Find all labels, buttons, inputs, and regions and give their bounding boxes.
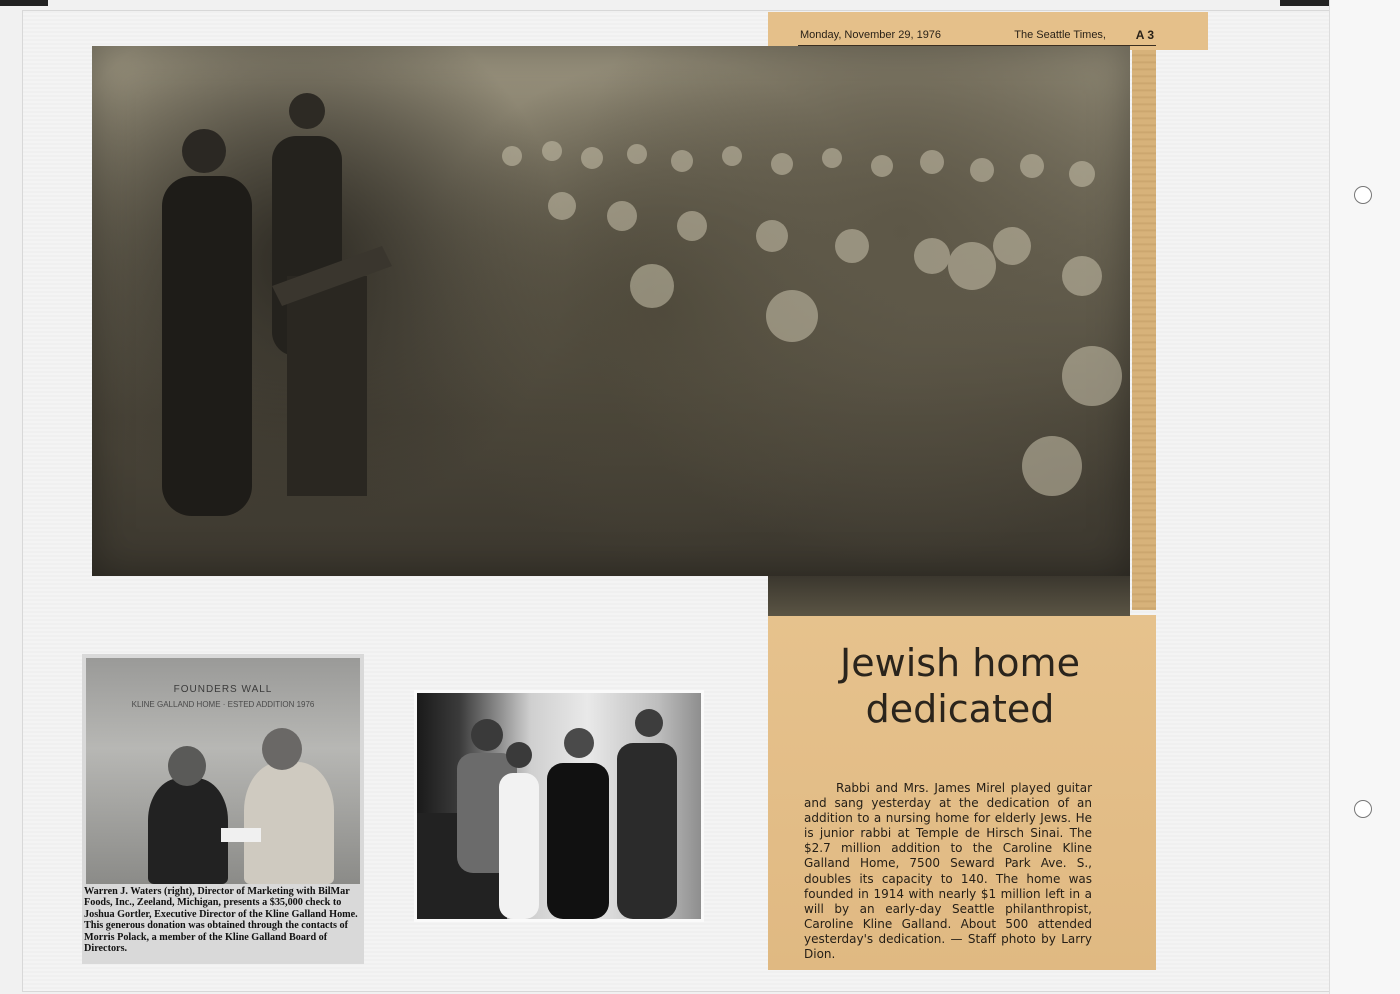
person-right-head (262, 728, 302, 770)
page-number: A 3 (1135, 28, 1154, 42)
headline-line-1: Jewish home (840, 641, 1080, 685)
check-presentation-clipping (82, 654, 364, 964)
check-caption: Warren J. Waters (right), Director of Marketing with BilMar Foods, Inc., Zeeland, Michigan, presents a $35,000 check to Joshua Gortler, Executive Director of the Kline Galland Home. This generous donation was obtained through the contacts of Morris Polack, a member of the Kline Galland Board of Directors. (84, 886, 358, 955)
paper-name: The Seattle Times, (1014, 29, 1106, 41)
crowd-photo-illustration (92, 46, 1130, 576)
story-text: Rabbi and Mrs. James Mirel played guitar and sang yesterday at the dedication of an addition to a nursing home for elderly Jews. He is junior rabbi at Temple de Hirsch Sinai. The $2.7 million addition to the Caroline Kline Galland Home, 7500 Seward Park Ave. S., doubles its capacity to 140. The home was founded in 1914 with nearly $1 million left in a will by an early-day Seattle philanthropist, Caroline Kline Galland. About 500 attended yesterday's dedication. — Staff photo by Larry Dion. (804, 781, 1092, 962)
founders-wall-title: FOUNDERS WALL (173, 684, 273, 695)
scan-edge-left (0, 0, 48, 6)
main-news-photo (92, 46, 1130, 576)
check (221, 828, 261, 842)
binder-hole-bottom (1354, 800, 1372, 818)
founders-wall-subtitle: KLINE GALLAND HOME · ESTED ADDITION 1976 (131, 700, 315, 709)
date-text: Monday, November 29, 1976 (800, 29, 942, 41)
dateline (798, 29, 1156, 46)
ceremony-photo-illustration (417, 693, 701, 919)
bleed-through-text (1132, 50, 1156, 610)
person-left (148, 778, 228, 884)
person-left-head (168, 746, 206, 786)
person-right (244, 762, 334, 884)
binder-hole-top (1354, 186, 1372, 204)
dedication-ceremony-photo (414, 690, 704, 922)
headline-line-2: dedicated (865, 687, 1055, 731)
binder-strip (1329, 0, 1400, 994)
headline (790, 640, 1130, 732)
check-presentation-photo (86, 658, 360, 884)
main-photo-lower-extension (768, 576, 1130, 616)
